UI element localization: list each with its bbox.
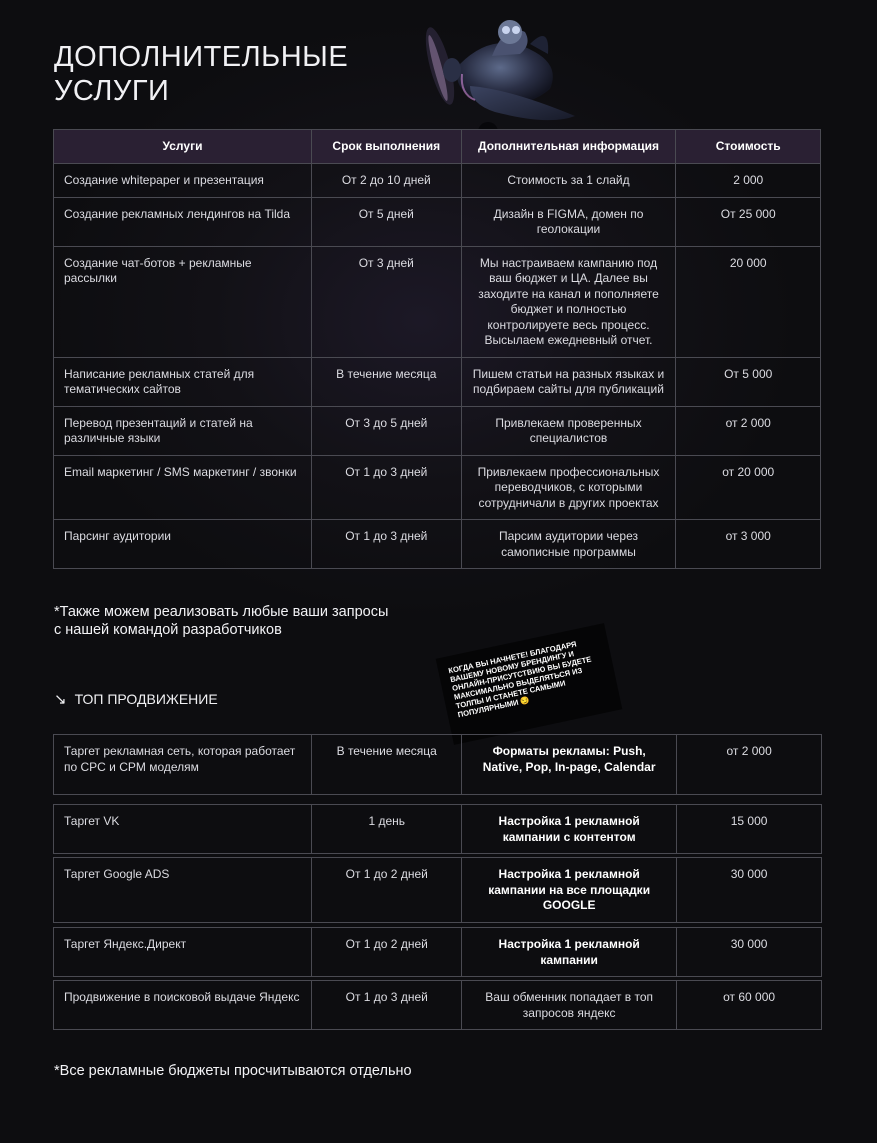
service-name: Написание рекламных статей для тематических сайтов xyxy=(54,357,312,406)
page-title-line-1: ДОПОЛНИТЕЛЬНЫЕ xyxy=(54,41,349,73)
promo-price: 15 000 xyxy=(677,805,822,854)
promo-price: от 2 000 xyxy=(677,735,822,795)
page-title xyxy=(54,40,348,108)
header-price: Стоимость xyxy=(676,130,821,164)
promo-block-4 xyxy=(53,980,822,1030)
service-price: 20 000 xyxy=(676,246,821,357)
service-name: Создание рекламных лендингов на Tilda xyxy=(54,197,312,246)
service-term: От 1 до 3 дней xyxy=(312,520,462,569)
promo-price: от 60 000 xyxy=(677,981,822,1030)
promo-service: Таргет Яндекс.Директ xyxy=(54,928,312,977)
promo-info: Ваш обменник попадает в топ запросов яндекс xyxy=(462,981,677,1030)
service-price: от 2 000 xyxy=(676,406,821,455)
service-name: Email маркетинг / SMS маркетинг / звонки xyxy=(54,455,312,520)
header-term: Срок выполнения xyxy=(312,130,462,164)
page-title-line-2: УСЛУГИ xyxy=(54,75,170,107)
service-info: Парсим аудитории через самописные программы xyxy=(461,520,676,569)
promo-price: 30 000 xyxy=(677,858,822,923)
table-row xyxy=(54,928,822,977)
note-developers-line-1: *Также можем реализовать любые ваши запросы xyxy=(54,604,389,620)
note-budgets: *Все рекламные бюджеты просчитываются отдельно xyxy=(54,1063,412,1079)
table-row xyxy=(54,246,821,357)
service-price: от 20 000 xyxy=(676,455,821,520)
service-term: От 2 до 10 дней xyxy=(312,164,462,198)
table-row xyxy=(54,858,822,923)
service-info: Привлекаем профессиональных переводчиков, с которыми сотрудничали в других проектах xyxy=(461,455,676,520)
promo-service: Продвижение в поисковой выдаче Яндекс xyxy=(54,981,312,1030)
service-term: От 3 дней xyxy=(312,246,462,357)
promo-term: В течение месяца xyxy=(312,735,462,795)
service-name: Парсинг аудитории xyxy=(54,520,312,569)
table-row xyxy=(54,735,822,795)
table-row xyxy=(54,805,822,854)
service-info: Мы настраиваем кампанию под ваш бюджет и ЦА. Далее вы заходите на канал и пополняете бюджет и полностью контролируете весь процесс. Высылаем ежедневный отчет. xyxy=(461,246,676,357)
promo-info: Настройка 1 рекламной кампании с контентом xyxy=(462,805,677,854)
promo-block-2 xyxy=(53,857,822,923)
table-row xyxy=(54,197,821,246)
service-term: В течение месяца xyxy=(312,357,462,406)
table-row xyxy=(54,164,821,198)
services-table xyxy=(53,129,821,569)
service-price: От 5 000 xyxy=(676,357,821,406)
service-term: От 3 до 5 дней xyxy=(312,406,462,455)
top-promo-heading xyxy=(54,690,218,708)
service-price: От 25 000 xyxy=(676,197,821,246)
promo-info: Форматы рекламы: Push, Native, Pop, In-page, Calendar xyxy=(462,735,677,795)
promo-block-1 xyxy=(53,804,822,854)
promo-term: От 1 до 3 дней xyxy=(312,981,462,1030)
table-row xyxy=(54,981,822,1030)
note-developers xyxy=(54,603,388,639)
note-developers-line-2: с нашей командой разработчиков xyxy=(54,622,282,638)
service-price: от 3 000 xyxy=(676,520,821,569)
promo-block-0 xyxy=(53,734,822,795)
table-row xyxy=(54,406,821,455)
service-term: От 5 дней xyxy=(312,197,462,246)
promo-block-3 xyxy=(53,927,822,977)
promo-sticker: КОГДА ВЫ НАЧНЕТЕ! БЛАГОДАРЯ ВАШЕМУ НОВОМУ БРЕНДИНГУ И ОНЛАЙН-ПРИСУТСТВИЮ ВЫ БУДЕТЕ МАКСИМАЛЬНО ВЫДЕЛЯТЬСЯ ИЗ ТОЛПЫ И СТАНЕТЕ САМЫМИ ПОПУЛЯРНЫМИ 😏 xyxy=(436,623,623,745)
service-term: От 1 до 3 дней xyxy=(312,455,462,520)
arrow-down-right-icon: ↘ xyxy=(54,691,67,708)
services-header-row xyxy=(54,130,821,164)
header-services: Услуги xyxy=(54,130,312,164)
table-row xyxy=(54,520,821,569)
promo-price: 30 000 xyxy=(677,928,822,977)
service-info: Пишем статьи на разных языках и подбираем сайты для публикаций xyxy=(461,357,676,406)
promo-term: От 1 до 2 дней xyxy=(312,858,462,923)
airplane-illustration xyxy=(400,4,590,144)
service-name: Создание чат-ботов + рекламные рассылки xyxy=(54,246,312,357)
table-row xyxy=(54,357,821,406)
service-info: Дизайн в FIGMA, домен по геолокации xyxy=(461,197,676,246)
top-promo-heading-label: ТОП ПРОДВИЖЕНИЕ xyxy=(74,691,218,707)
service-info: Привлекаем проверенных специалистов xyxy=(461,406,676,455)
promo-service: Таргет Google ADS xyxy=(54,858,312,923)
promo-service: Таргет рекламная сеть, которая работает по CPC и CPM моделям xyxy=(54,735,312,795)
promo-term: От 1 до 2 дней xyxy=(312,928,462,977)
service-name: Создание whitepaper и презентация xyxy=(54,164,312,198)
service-price: 2 000 xyxy=(676,164,821,198)
promo-term: 1 день xyxy=(312,805,462,854)
promo-service: Таргет VK xyxy=(54,805,312,854)
service-info: Стоимость за 1 слайд xyxy=(461,164,676,198)
table-row xyxy=(54,455,821,520)
promo-info: Настройка 1 рекламной кампании на все площадки GOOGLE xyxy=(462,858,677,923)
header-info: Дополнительная информация xyxy=(461,130,676,164)
promo-info: Настройка 1 рекламной кампании xyxy=(462,928,677,977)
service-name: Перевод презентаций и статей на различные языки xyxy=(54,406,312,455)
